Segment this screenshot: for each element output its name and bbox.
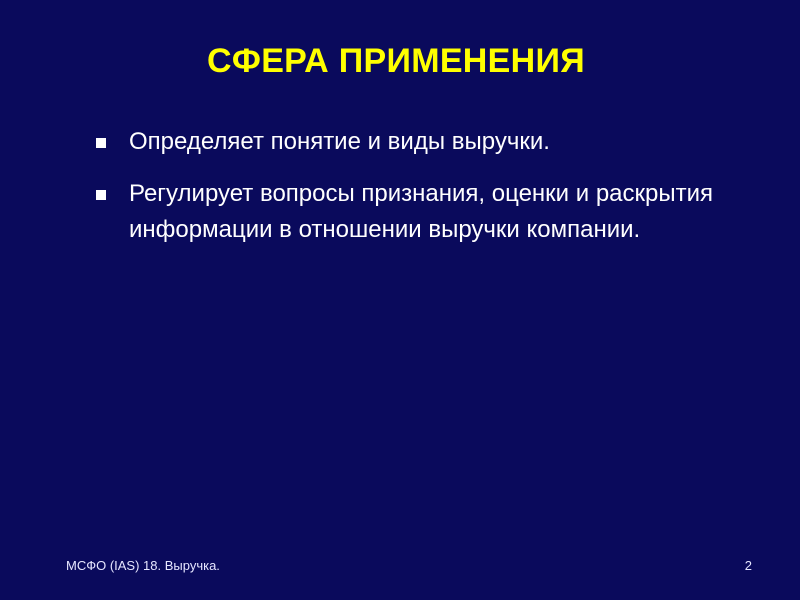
bullet-list [92,124,732,264]
bullet-item [92,176,732,248]
bullet-item [92,124,732,160]
footer-caption: МСФО (IAS) 18. Выручка. [66,558,220,573]
slide-title: СФЕРА ПРИМЕНЕНИЯ [207,42,585,80]
bullet-text: Определяет понятие и виды выручки. [129,128,550,155]
square-bullet-icon [96,190,106,200]
page-number: 2 [744,558,752,573]
square-bullet-icon [96,138,106,148]
bullet-text: Регулирует вопросы признания, оценки и раскрытия информации в отношении выручки компании. [129,180,714,243]
